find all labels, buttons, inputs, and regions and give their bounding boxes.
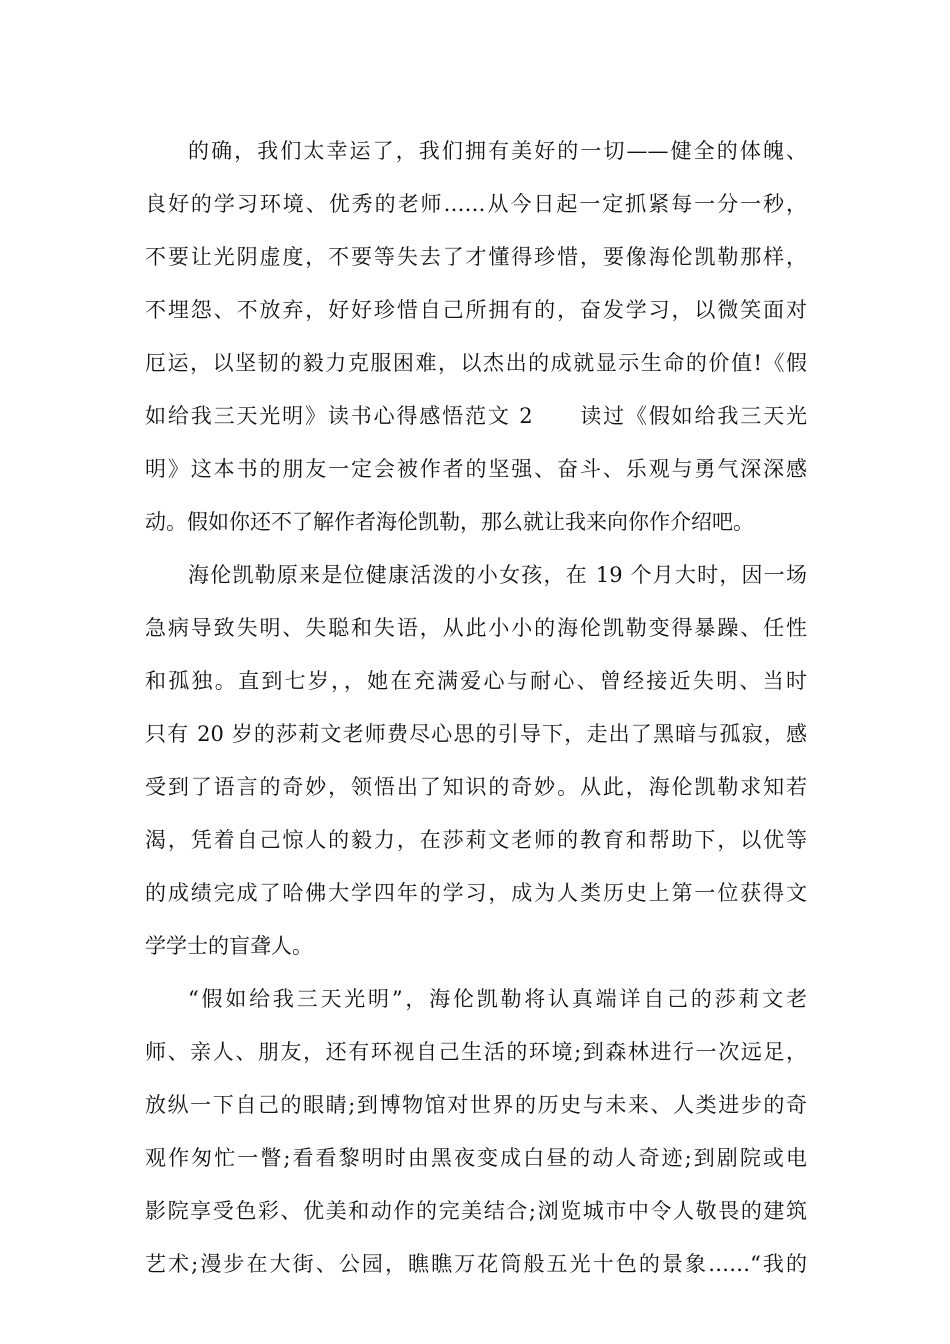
- text-line: 厄运，以坚韧的毅力克服困难，以杰出的成就显示生命的价值!《假: [145, 351, 807, 375]
- text-line: 的成绩完成了哈佛大学四年的学习，成为人类历史上第一位获得文: [145, 881, 807, 905]
- text-line: 观作匆忙一瞥;看看黎明时由黑夜变成白昼的动人奇迹;到剧院或电: [145, 1146, 807, 1170]
- text-line: 和孤独。直到七岁，，她在充满爱心与耐心、曾经接近失明、当时: [145, 669, 807, 693]
- text-line: 的确，我们太幸运了，我们拥有美好的一切——健全的体魄、: [188, 139, 807, 163]
- text-line: 不埋怨、不放弃，好好珍惜自己所拥有的，奋发学习，以微笑面对: [145, 298, 807, 322]
- text-line: 明》这本书的朋友一定会被作者的坚强、奋斗、乐观与勇气深深感: [145, 457, 807, 481]
- text-line: 海伦凯勒原来是位健康活泼的小女孩，在 19 个月大时，因一场: [188, 563, 807, 587]
- text-line: 影院享受色彩、优美和动作的完美结合;浏览城市中令人敬畏的建筑: [145, 1199, 807, 1223]
- text-line: 良好的学习环境、优秀的老师……从今日起一定抓紧每一分一秒，: [145, 192, 807, 216]
- text-line: 急病导致失明、失聪和失语，从此小小的海伦凯勒变得暴躁、任性: [145, 616, 807, 640]
- text-line: 学学士的盲聋人。: [145, 934, 313, 958]
- text-line: 艺术;漫步在大街、公园，瞧瞧万花筒般五光十色的景象……“我的: [145, 1252, 807, 1276]
- text-line: 不要让光阴虚度，不要等失去了才懂得珍惜，要像海伦凯勒那样，: [145, 245, 807, 269]
- text-line: 如给我三天光明》读书心得感悟范文 2 读过《假如给我三天光: [145, 404, 807, 428]
- text-line: 渴，凭着自己惊人的毅力，在莎莉文老师的教育和帮助下，以优等: [145, 828, 807, 852]
- text-line: 受到了语言的奇妙，领悟出了知识的奇妙。从此，海伦凯勒求知若: [145, 775, 807, 799]
- text-line: “假如给我三天光明”，海伦凯勒将认真端详自己的莎莉文老: [188, 987, 807, 1011]
- text-line: 放纵一下自己的眼睛;到博物馆对世界的历史与未来、人类进步的奇: [145, 1093, 807, 1117]
- text-line: 师、亲人、朋友，还有环视自己生活的环境;到森林进行一次远足，: [145, 1040, 807, 1064]
- text-line: 动。假如你还不了解作者海伦凯勒，那么就让我来向你作介绍吧。: [145, 510, 754, 534]
- text-line: 只有 20 岁的莎莉文老师费尽心思的引导下，走出了黑暗与孤寂，感: [145, 722, 807, 746]
